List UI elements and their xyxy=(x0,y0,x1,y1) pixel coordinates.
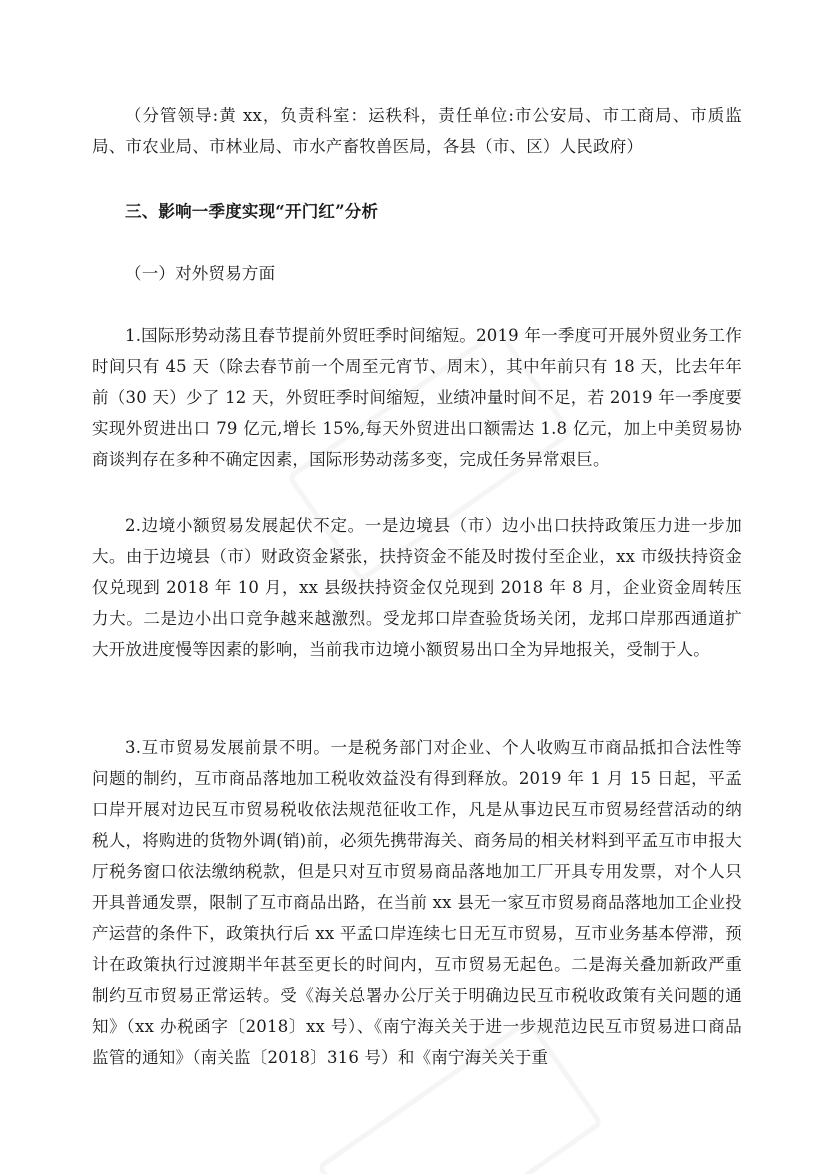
section-heading: 三、影响一季度实现“开门红”分析 xyxy=(125,202,379,221)
subsection-heading: （一）对外贸易方面 xyxy=(125,264,276,283)
lead-paragraph: （分管领导:黄 xx，负责科室：运秩科，责任单位:市公安局、市工商局、市质监局、市农业局、市林业局、市水产畜牧兽医局，各县（市、区）人民政府） xyxy=(92,106,742,156)
paragraph-2: 2.边境小额贸易发展起伏不定。一是边境县（市）边小出口扶持政策压力进一步加大。由于边境县（市）财政资金紧张，扶持资金不能及时拨付至企业，xx 市级扶持资金仅兑现到 2018 年 10 月，xx 县级扶持资金仅兑现到 2018 年 8 月，企业资金周转压力大。二是边小出口竞争越来越激烈。受龙邦口岸查验货场关闭，龙邦口岸那西通道扩大开放进度慢等因素的影响，当前我市边境小额贸易出口全为异地报关，受制于人。 xyxy=(92,516,742,659)
paragraph-3: 3.互市贸易发展前景不明。一是税务部门对企业、个人收购互市商品抵扣合法性等问题的制约，互市商品落地加工税收效益没有得到释放。2019 年 1 月 15 日起，平孟口岸开展对边民互市贸易税收依法规范征收工作，凡是从事边民互市贸易经营活动的纳税人，将购进的货物外调(销)前，必须先携带海关、商务局的相关材料到平孟互市申报大厅税务窗口依法缴纳税款，但是只对互市贸易商品落地加工厂开具专用发票，对个人只开具普通发票，限制了互市商品出路，在当前 xx 县无一家互市贸易商品落地加工企业投产运营的条件下，政策执行后 xx 平孟口岸连续七日无互市贸易，互市业务基本停滞，预计在政策执行过渡期半年甚至更长的时间内，互市贸易无起色。二是海关叠加新政严重制约互市贸易正常运转。受《海关总署办公厅关于明确边民互市税收政策有关问题的通知》（xx 办税函字〔2018〕xx 号）、《南宁海关关于进一步规范边民互市贸易进口商品监管的通知》（南关监〔2018〕316 号）和《南宁海关关于重 xyxy=(92,738,742,1067)
paragraph-1: 1.国际形势动荡且春节提前外贸旺季时间缩短。2019 年一季度可开展外贸业务工作时间只有 45 天（除去春节前一个周至元宵节、周末），其中年前只有 18 天，比去年年前（30 天）少了 12 天，外贸旺季时间缩短，业绩冲量时间不足，若 2019 年一季度要实现外贸进出口 79 亿元,增长 15%,每天外贸进出口额需达 1.8 亿元，加上中美贸易协商谈判存在多种不确定因素，国际形势动荡多变，完成任务异常艰巨。 xyxy=(92,326,742,469)
